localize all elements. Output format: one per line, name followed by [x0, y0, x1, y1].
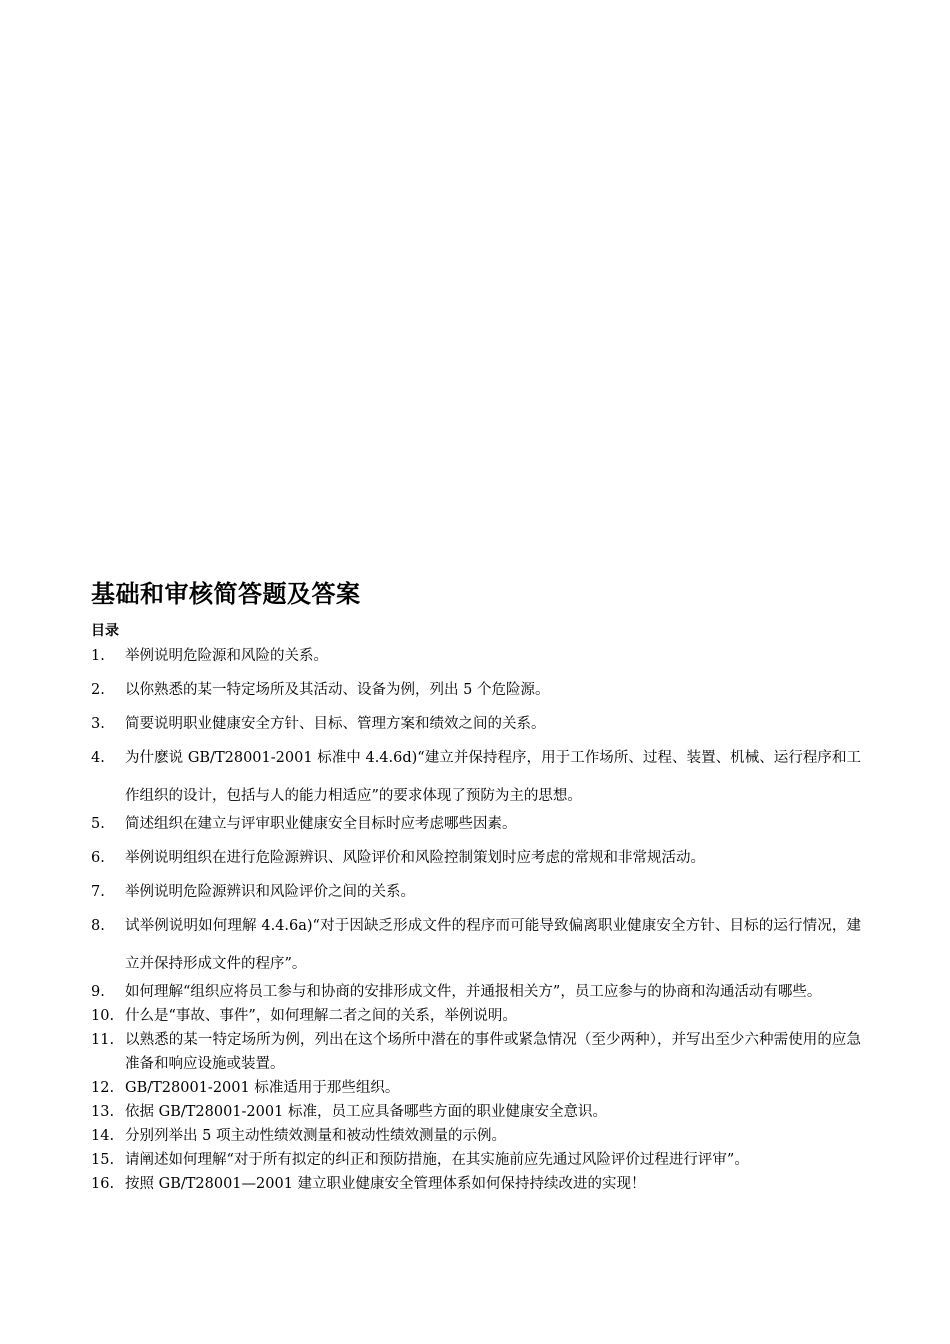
toc-item-number: 7.	[91, 884, 105, 900]
toc-item	[91, 1100, 861, 1124]
toc-item-text: 以你熟悉的某一特定场所及其活动、设备为例，列出 5 个危险源。	[125, 682, 550, 698]
toc-item-number: 2.	[91, 682, 105, 698]
toc-item	[91, 1076, 861, 1100]
toc-item	[91, 907, 861, 983]
toc-item-number: 4.	[91, 750, 105, 766]
toc-item-text: 举例说明组织在进行危险源辨识、风险评价和风险控制策划时应考虑的常规和非常规活动。	[125, 850, 705, 866]
toc-item	[91, 1148, 861, 1172]
toc-item-number: 8.	[91, 918, 105, 934]
toc-item	[91, 812, 861, 836]
toc-item-number: 11.	[91, 1032, 115, 1048]
toc-item-number: 12.	[91, 1080, 115, 1096]
toc-item-number: 13.	[91, 1104, 115, 1120]
toc-item-number: 9.	[91, 984, 105, 1000]
toc-item-text: 按照 GB/T28001—2001 建立职业健康安全管理体系如何保持持续改进的实现！	[125, 1176, 646, 1192]
toc-item-text: 分别列举出 5 项主动性绩效测量和被动性绩效测量的示例。	[125, 1128, 506, 1144]
toc-item	[91, 1172, 861, 1196]
toc-item-number: 6.	[91, 850, 105, 866]
toc-item	[91, 678, 861, 702]
toc-item-text: 举例说明危险源辨识和风险评价之间的关系。	[125, 884, 415, 900]
toc-item-number: 10.	[91, 1008, 115, 1024]
toc-item-number: 15.	[91, 1152, 115, 1168]
toc-item	[91, 644, 861, 668]
toc-item-text: 试举例说明如何理解 4.4.6a)“对于因缺乏形成文件的程序而可能导致偏离职业健康安全方针、目标的运行情况，建立并保持形成文件的程序”。	[125, 918, 861, 972]
toc-item	[91, 712, 861, 736]
toc-item	[91, 1124, 861, 1148]
toc-item-text: 如何理解“组织应将员工参与和协商的安排形成文件，并通报相关方”，员工应参与的协商和沟通活动有哪些。	[125, 984, 822, 1000]
toc-item-text: 请阐述如何理解“对于所有拟定的纠正和预防措施，在其实施前应先通过风险评价过程进行评审”。	[125, 1152, 749, 1168]
toc-heading: 目录	[91, 623, 119, 639]
toc-item	[91, 1028, 861, 1076]
toc-item	[91, 980, 861, 1004]
toc-item	[91, 739, 861, 815]
toc-item-number: 3.	[91, 716, 105, 732]
toc-item-text: 为什麽说 GB/T28001-2001 标准中 4.4.6d)“建立并保持程序，用于工作场所、过程、装置、机械、运行程序和工作组织的设计，包括与人的能力相适应”的要求体现了预防为主的思想。	[125, 750, 861, 804]
toc-item-text: 依据 GB/T28001-2001 标准，员工应具备哪些方面的职业健康安全意识。	[125, 1104, 607, 1120]
document-title: 基础和审核简答题及答案	[91, 580, 361, 608]
toc-item-number: 16.	[91, 1176, 115, 1192]
toc-item	[91, 880, 861, 904]
toc-item	[91, 846, 861, 870]
toc-item-text: 举例说明危险源和风险的关系。	[125, 648, 328, 664]
toc-item-number: 14.	[91, 1128, 115, 1144]
toc-item-number: 5.	[91, 816, 105, 832]
toc-item-text: 什么是“事故、事件”，如何理解二者之间的关系，举例说明。	[125, 1008, 517, 1024]
toc-item-number: 1.	[91, 648, 105, 664]
toc-item	[91, 1004, 861, 1028]
toc-item-text: 以熟悉的某一特定场所为例，列出在这个场所中潜在的事件或紧急情况（至少两种），并写出至少六种需使用的应急准备和响应设施或装置。	[125, 1032, 861, 1072]
toc-list	[91, 644, 861, 1196]
document-content	[91, 578, 861, 1196]
toc-item-text: 简述组织在建立与评审职业健康安全目标时应考虑哪些因素。	[125, 816, 517, 832]
toc-item-text: GB/T28001-2001 标准适用于那些组织。	[125, 1080, 400, 1096]
toc-item-text: 简要说明职业健康安全方针、目标、管理方案和绩效之间的关系。	[125, 716, 546, 732]
